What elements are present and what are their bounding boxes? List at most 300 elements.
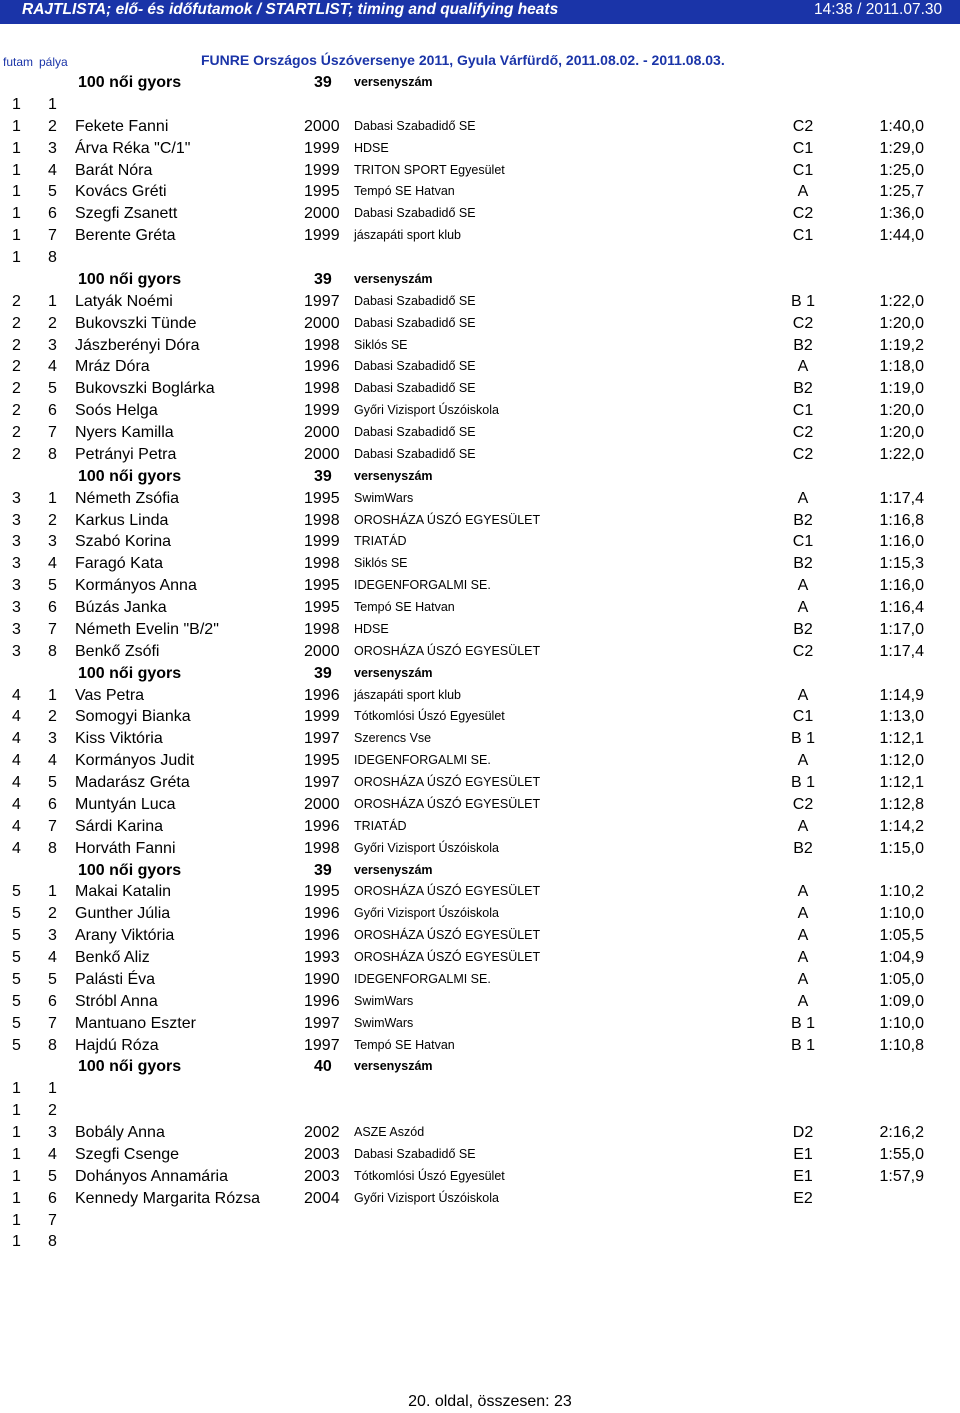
club-name: Szerencs Vse	[354, 731, 432, 746]
heat-number: 3	[12, 533, 21, 551]
entry-row	[0, 138, 960, 160]
heat-number: 3	[12, 642, 21, 660]
swimmer-name: Stróbl Anna	[75, 992, 158, 1010]
club-name: Dabasi Szabadidő SE	[354, 118, 476, 133]
entry-time: 1:20,0	[879, 402, 924, 420]
club-name: Tótkomlósi Úszó Egyesület	[354, 1168, 505, 1183]
entry-row	[0, 313, 960, 335]
entry-row	[0, 641, 960, 663]
age-category: A	[797, 358, 809, 376]
entry-row	[0, 1035, 960, 1057]
lane-number: 7	[48, 817, 57, 835]
birth-year: 1996	[304, 905, 340, 923]
swimmer-name: Búzás Janka	[75, 599, 167, 616]
event-number: 39	[314, 74, 332, 91]
event-name: 100 női gyors	[78, 270, 182, 288]
club-name: Dabasi Szabadidő SE	[354, 381, 476, 396]
entry-row	[0, 903, 960, 925]
event-header-row	[0, 663, 960, 685]
swimmer-name: Németh Evelin "B/2"	[75, 620, 219, 638]
event-header-row	[0, 466, 960, 488]
entry-row	[0, 181, 960, 203]
entry-time: 1:17,4	[879, 642, 924, 660]
heat-number: 3	[12, 555, 21, 573]
club-name: OROSHÁZA ÚSZÓ EGYESÜLET	[354, 950, 541, 964]
swimmer-name: Latyák Noémi	[75, 292, 173, 310]
lane-number: 6	[48, 795, 57, 813]
swimmer-name: Jászberényi Dóra	[75, 336, 200, 354]
swimmer-name: Soós Helga	[75, 402, 158, 420]
entry-row	[0, 335, 960, 357]
club-name: ASZE Aszód	[354, 1125, 425, 1139]
entry-time: 1:40,0	[879, 117, 924, 135]
age-category: A	[797, 883, 809, 901]
heat-number: 1	[12, 1124, 21, 1141]
swimmer-name: Benkő Zsófi	[75, 642, 160, 660]
lane-number: 3	[48, 139, 57, 157]
birth-year: 1995	[304, 183, 340, 201]
entry-row	[0, 94, 960, 116]
event-name: 100 női gyors	[78, 1058, 182, 1076]
entry-time: 1:17,0	[879, 620, 924, 638]
swimmer-name: Bukovszki Tünde	[75, 314, 197, 332]
lane-number: 4	[48, 949, 57, 966]
age-category: E1	[793, 1167, 813, 1185]
entry-time: 1:22,0	[879, 445, 924, 463]
event-label: versenyszám	[354, 271, 433, 286]
lane-number: 7	[48, 227, 57, 245]
lane-number: 8	[48, 249, 57, 266]
heat-number: 2	[12, 336, 21, 354]
entry-row	[0, 925, 960, 947]
birth-year: 1998	[304, 620, 340, 638]
age-category: C1	[792, 708, 814, 726]
heat-number: 1	[12, 1189, 21, 1207]
entry-row	[0, 881, 960, 903]
entry-time: 1:10,2	[879, 883, 924, 901]
heat-number: 5	[12, 905, 21, 923]
entry-row	[0, 706, 960, 728]
swimmer-name: Kormányos Anna	[75, 577, 197, 595]
heat-number: 1	[12, 1211, 21, 1229]
age-category: A	[797, 752, 809, 770]
birth-year: 2000	[304, 795, 340, 813]
club-name: TRIATÁD	[354, 818, 407, 833]
heat-number: 1	[12, 1167, 21, 1185]
entry-time: 1:05,5	[879, 927, 924, 945]
heat-number: 1	[12, 205, 21, 223]
birth-year: 1995	[304, 752, 340, 770]
entry-row	[0, 1210, 960, 1232]
entry-time: 1:20,0	[879, 314, 924, 332]
birth-year: 2000	[304, 117, 340, 135]
lane-number: 8	[48, 445, 57, 463]
birth-year: 1997	[304, 774, 340, 791]
swimmer-name: Fekete Fanni	[75, 117, 169, 135]
lane-number: 7	[48, 1014, 57, 1032]
age-category: A	[797, 905, 809, 923]
event-name: 100 női gyors	[78, 467, 182, 485]
event-name: 100 női gyors	[78, 74, 182, 91]
entry-time: 1:09,0	[879, 992, 924, 1010]
heat-number: 2	[12, 402, 21, 420]
event-number: 39	[314, 270, 332, 288]
lane-number: 4	[48, 752, 57, 770]
club-name: TRITON SPORT Egyesület	[354, 162, 505, 177]
age-category: A	[797, 183, 809, 201]
birth-year: 2000	[304, 205, 340, 223]
lane-number: 5	[48, 577, 57, 595]
lane-number: 8	[48, 642, 57, 660]
entry-row	[0, 1122, 960, 1144]
birth-year: 2003	[304, 1167, 340, 1185]
swimmer-name: Karkus Linda	[75, 511, 169, 529]
birth-year: 1998	[304, 555, 340, 573]
swimmer-name: Muntyán Luca	[75, 795, 176, 813]
heat-number: 1	[12, 227, 21, 245]
entry-time: 1:16,4	[879, 599, 924, 616]
entry-time: 1:10,0	[879, 905, 924, 923]
swimmer-name: Kennedy Margarita Rózsa	[75, 1189, 260, 1207]
lane-number: 4	[48, 555, 57, 573]
entry-time: 1:15,0	[879, 839, 924, 857]
entry-row	[0, 510, 960, 532]
entry-time: 1:10,0	[879, 1014, 924, 1032]
entry-row	[0, 816, 960, 838]
birth-year: 1999	[304, 139, 340, 157]
heat-number: 1	[12, 183, 21, 201]
heat-number: 5	[12, 992, 21, 1010]
entry-time: 1:16,0	[879, 533, 924, 551]
page-title: RAJTLISTA; elő- és időfutamok / STARTLIST; timing and qualifying heats	[22, 1, 559, 18]
club-name: Dabasi Szabadidő SE	[354, 293, 476, 308]
lane-number: 2	[48, 117, 57, 135]
swimmer-name: Kormányos Judit	[75, 752, 195, 770]
entry-row	[0, 750, 960, 772]
entry-row	[0, 1078, 960, 1100]
swimmer-name: Gunther Júlia	[75, 905, 171, 923]
lane-number: 7	[48, 424, 57, 441]
swimmer-name: Barát Nóra	[75, 161, 153, 179]
swimmer-name: Madarász Gréta	[75, 774, 190, 791]
swimmer-name: Bukovszki Boglárka	[75, 380, 215, 398]
birth-year: 1998	[304, 511, 340, 529]
entry-time: 1:16,0	[879, 577, 924, 595]
event-number: 39	[314, 664, 332, 682]
club-name: Győri Vizisport Úszóiskola	[354, 840, 499, 855]
age-category: C2	[792, 795, 814, 813]
swimmer-name: Bobály Anna	[75, 1124, 165, 1141]
birth-year: 1996	[304, 992, 340, 1010]
entry-row	[0, 356, 960, 378]
swimmer-name: Horváth Fanni	[75, 839, 176, 857]
age-category: A	[797, 970, 809, 988]
club-name: SwimWars	[354, 490, 414, 505]
entry-row	[0, 531, 960, 553]
heat-number: 4	[12, 839, 21, 857]
entry-row	[0, 685, 960, 707]
entry-row	[0, 116, 960, 138]
swimmer-name: Kovács Gréti	[75, 183, 167, 201]
lane-number: 6	[48, 992, 57, 1010]
heat-number: 2	[12, 358, 21, 376]
age-category: A	[797, 577, 809, 595]
age-category: B 1	[790, 292, 815, 310]
age-category: B 1	[790, 774, 815, 791]
entry-row	[0, 291, 960, 313]
lane-number: 3	[48, 1124, 57, 1141]
entry-row	[0, 838, 960, 860]
age-category: C1	[792, 402, 814, 420]
event-label: versenyszám	[354, 1059, 433, 1074]
club-name: OROSHÁZA ÚSZÓ EGYESÜLET	[354, 643, 541, 658]
entry-time: 1:25,7	[879, 183, 924, 201]
lane-number: 2	[48, 1102, 57, 1120]
entry-time: 1:57,9	[879, 1167, 924, 1185]
age-category: A	[797, 489, 809, 507]
birth-year: 1996	[304, 817, 340, 835]
event-number: 40	[314, 1058, 332, 1076]
birth-year: 1998	[304, 380, 340, 398]
club-name: Dabasi Szabadidő SE	[354, 446, 476, 461]
heat-number: 1	[12, 139, 21, 157]
lane-number: 2	[48, 314, 57, 332]
age-category: C2	[792, 424, 814, 441]
column-header-lane: pálya	[39, 55, 68, 69]
lane-number: 2	[48, 708, 57, 726]
entry-row	[0, 488, 960, 510]
lane-number: 1	[48, 489, 57, 507]
club-name: Dabasi Szabadidő SE	[354, 1146, 476, 1161]
age-category: B 1	[790, 1036, 815, 1054]
lane-number: 2	[48, 905, 57, 923]
entry-row	[0, 947, 960, 969]
club-name: SwimWars	[354, 1015, 414, 1030]
lane-number: 7	[48, 1211, 57, 1229]
entry-row	[0, 553, 960, 575]
entry-time: 1:19,2	[879, 336, 924, 354]
heat-number: 4	[12, 730, 21, 748]
event-header-row	[0, 72, 960, 94]
heat-number: 5	[12, 949, 21, 966]
club-name: Győri Vizisport Úszóiskola	[354, 1190, 499, 1205]
birth-year: 1998	[304, 336, 340, 354]
club-name: Dabasi Szabadidő SE	[354, 206, 476, 221]
entry-row	[0, 728, 960, 750]
age-category: A	[797, 599, 809, 616]
age-category: C1	[792, 139, 814, 157]
entry-time: 1:04,9	[879, 949, 924, 966]
swimmer-name: Makai Katalin	[75, 883, 172, 901]
startlist-table	[0, 72, 960, 1253]
lane-number: 4	[48, 1145, 57, 1163]
heat-number: 3	[12, 511, 21, 529]
heat-number: 5	[12, 883, 21, 901]
lane-number: 3	[48, 533, 57, 551]
entry-row	[0, 597, 960, 619]
swimmer-name: Kiss Viktória	[75, 730, 163, 748]
heat-number: 1	[12, 1145, 21, 1163]
club-name: Dabasi Szabadidő SE	[354, 315, 476, 330]
age-category: C1	[792, 533, 814, 551]
swimmer-name: Mráz Dóra	[75, 358, 150, 376]
entry-row	[0, 969, 960, 991]
heat-number: 1	[12, 249, 21, 266]
birth-year: 1999	[304, 227, 340, 245]
birth-year: 1995	[304, 577, 340, 595]
swimmer-name: Szabó Korina	[75, 533, 172, 551]
swimmer-name: Petrányi Petra	[75, 445, 177, 463]
entry-row	[0, 247, 960, 269]
entry-time: 1:55,0	[879, 1145, 924, 1163]
birth-year: 1999	[304, 708, 340, 726]
entry-row	[0, 1188, 960, 1210]
heat-number: 1	[12, 1080, 21, 1098]
entry-time: 1:25,0	[879, 161, 924, 179]
swimmer-name: Szegfi Csenge	[75, 1145, 180, 1163]
entry-row	[0, 1166, 960, 1188]
age-category: C2	[792, 642, 814, 660]
event-label: versenyszám	[354, 468, 433, 483]
birth-year: 1997	[304, 292, 340, 310]
age-category: B 1	[790, 730, 815, 748]
club-name: OROSHÁZA ÚSZÓ EGYESÜLET	[354, 775, 541, 789]
lane-number: 6	[48, 1189, 57, 1207]
event-header-row	[0, 860, 960, 882]
event-label: versenyszám	[354, 665, 433, 680]
club-name: HDSE	[354, 140, 389, 155]
swimmer-name: Dohányos Annamária	[75, 1167, 228, 1185]
entry-row	[0, 991, 960, 1013]
heat-number: 4	[12, 795, 21, 813]
club-name: Tempó SE Hatvan	[354, 184, 455, 199]
age-category: A	[797, 949, 809, 966]
entry-time: 1:17,4	[879, 489, 924, 507]
lane-number: 6	[48, 205, 57, 223]
swimmer-name: Németh Zsófia	[75, 489, 180, 507]
birth-year: 1990	[304, 970, 340, 988]
club-name: Tótkomlósi Úszó Egyesület	[354, 709, 505, 724]
event-label: versenyszám	[354, 862, 433, 877]
age-category: A	[797, 992, 809, 1010]
birth-year: 1995	[304, 883, 340, 901]
entry-row	[0, 575, 960, 597]
event-label: versenyszám	[354, 75, 433, 89]
heat-number: 1	[12, 95, 21, 113]
birth-year: 1998	[304, 839, 340, 857]
birth-year: 1997	[304, 1014, 340, 1032]
lane-number: 5	[48, 183, 57, 201]
club-name: IDEGENFORGALMI SE.	[354, 753, 491, 768]
club-name: Győri Vizisport Úszóiskola	[354, 906, 499, 921]
age-category: B2	[793, 839, 813, 857]
age-category: E2	[793, 1189, 813, 1207]
lane-number: 5	[48, 380, 57, 398]
club-name: IDEGENFORGALMI SE.	[354, 578, 491, 593]
entry-time: 1:12,1	[879, 730, 924, 748]
heat-number: 3	[12, 489, 21, 507]
entry-time: 1:18,0	[879, 358, 924, 376]
entry-time: 1:10,8	[879, 1036, 924, 1054]
page-footer: 20. oldal, összesen: 23	[408, 1393, 572, 1410]
entry-row	[0, 772, 960, 794]
entry-row	[0, 203, 960, 225]
club-name: Siklós SE	[354, 556, 408, 571]
entry-time: 1:19,0	[879, 380, 924, 398]
heat-number: 5	[12, 927, 21, 945]
birth-year: 2000	[304, 314, 340, 332]
entry-time: 1:44,0	[879, 227, 924, 245]
age-category: E1	[793, 1145, 813, 1163]
heat-number: 5	[12, 1036, 21, 1054]
heat-number: 4	[12, 708, 21, 726]
birth-year: 2004	[304, 1189, 340, 1207]
heat-number: 2	[12, 292, 21, 310]
entry-time: 1:14,2	[879, 817, 924, 835]
lane-number: 8	[48, 1233, 57, 1251]
swimmer-name: Benkő Aliz	[75, 949, 150, 966]
heat-number: 2	[12, 314, 21, 332]
heat-number: 4	[12, 686, 21, 704]
birth-year: 1996	[304, 686, 340, 704]
age-category: A	[797, 817, 809, 835]
entry-time: 1:12,1	[879, 774, 924, 791]
club-name: IDEGENFORGALMI SE.	[354, 971, 491, 986]
age-category: C2	[792, 445, 814, 463]
birth-year: 1997	[304, 1036, 340, 1054]
swimmer-name: Mantuano Eszter	[75, 1014, 196, 1032]
heat-number: 1	[12, 1102, 21, 1120]
lane-number: 2	[48, 511, 57, 529]
entry-time: 1:36,0	[879, 205, 924, 223]
entry-time: 1:20,0	[879, 424, 924, 441]
birth-year: 1997	[304, 730, 340, 748]
lane-number: 5	[48, 774, 57, 791]
entry-time: 2:16,2	[879, 1124, 924, 1141]
lane-number: 8	[48, 1036, 57, 1054]
lane-number: 8	[48, 839, 57, 857]
entry-row	[0, 1013, 960, 1035]
lane-number: 4	[48, 161, 57, 179]
lane-number: 4	[48, 358, 57, 376]
age-category: C2	[792, 117, 814, 135]
entry-row	[0, 225, 960, 247]
entry-row	[0, 619, 960, 641]
event-number: 39	[314, 467, 332, 485]
birth-year: 2003	[304, 1145, 340, 1163]
age-category: B2	[793, 555, 813, 573]
age-category: A	[797, 686, 809, 704]
club-name: OROSHÁZA ÚSZÓ EGYESÜLET	[354, 512, 541, 527]
heat-number: 4	[12, 774, 21, 791]
entry-row	[0, 378, 960, 400]
age-category: B2	[793, 620, 813, 638]
club-name: Siklós SE	[354, 337, 408, 352]
entry-time: 1:16,8	[879, 511, 924, 529]
club-name: OROSHÁZA ÚSZÓ EGYESÜLET	[354, 884, 541, 899]
birth-year: 1999	[304, 402, 340, 420]
age-category: C2	[792, 205, 814, 223]
entry-time: 1:22,0	[879, 292, 924, 310]
lane-number: 3	[48, 336, 57, 354]
entry-row	[0, 1100, 960, 1122]
swimmer-name: Sárdi Karina	[75, 817, 164, 835]
title-bar	[0, 0, 960, 24]
birth-year: 2000	[304, 424, 340, 441]
swimmer-name: Árva Réka "C/1"	[75, 139, 191, 157]
club-name: OROSHÁZA ÚSZÓ EGYESÜLET	[354, 928, 541, 943]
swimmer-name: Faragó Kata	[75, 555, 164, 573]
